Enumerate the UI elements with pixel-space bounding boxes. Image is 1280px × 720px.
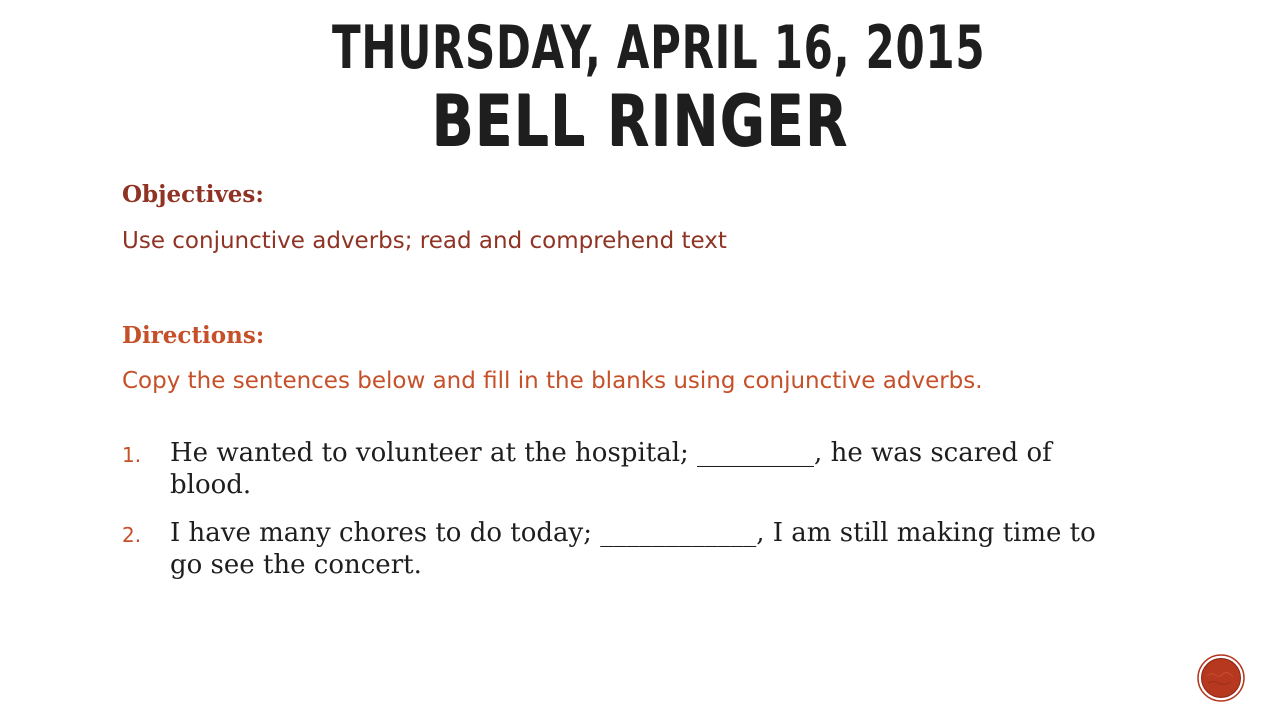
list-item-number: 2. [122,523,142,547]
red-circle-badge-icon [1197,654,1245,702]
list-item [122,437,1112,501]
title-bell-ringer: BELL RINGER [431,80,849,162]
list-item-number: 1. [122,443,142,467]
directions-heading: Directions: [122,322,265,349]
slide-title [200,13,1080,162]
list-item-text: I have many chores to do today; ____________, I am still making time to go see the concert. [170,518,1096,580]
directions-text: Copy the sentences below and fill in the blanks using conjunctive adverbs. [122,368,983,394]
list-item-text: He wanted to volunteer at the hospital; _________, he was scared of blood. [170,438,1052,500]
objectives-heading: Objectives: [122,181,264,208]
title-date: THURSDAY, APRIL 16, 2015 [332,13,986,83]
slide-content [122,178,1112,597]
objectives-text: Use conjunctive adverbs; read and comprehend text [122,228,727,254]
sentence-list [122,437,1112,581]
list-item [122,517,1112,581]
